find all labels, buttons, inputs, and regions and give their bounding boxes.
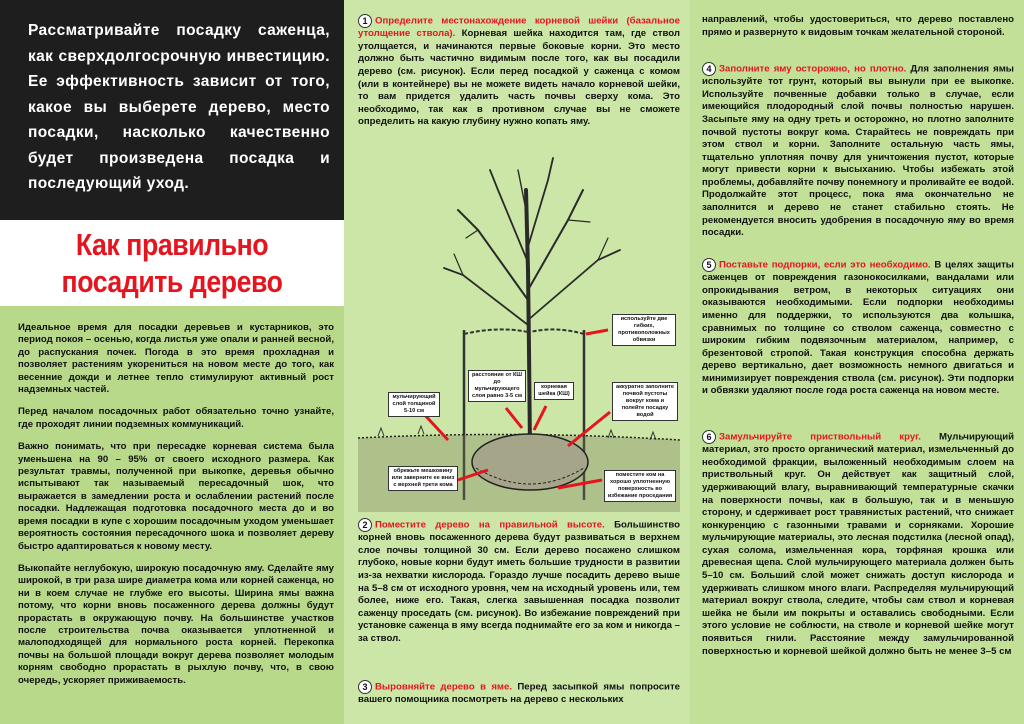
label-ties: используйте две гибких, противоположных обвязки bbox=[612, 314, 676, 346]
step-heading: Замульчируйте приствольный круг. bbox=[719, 431, 921, 443]
step-heading: Поставьте подпорки, если это необходимо. bbox=[719, 259, 931, 271]
step-heading: Определите местонахождение корневой шейки (базальное утолщение ствола). bbox=[358, 15, 680, 40]
step-heading: Поместите дерево на правильной высоте. bbox=[375, 519, 605, 531]
step-1 bbox=[358, 14, 680, 129]
step-6 bbox=[702, 430, 1014, 658]
title-line-1: Как правильно bbox=[75, 227, 269, 262]
step-heading: Заполните яму осторожно, но плотно. bbox=[719, 63, 907, 75]
step-number: 2 bbox=[358, 518, 372, 532]
intro-text: Рассматривайте посадку саженца, как сверхдолгосрочную инвестицию. Ее эффективность зависит от того, какое вы выберете дерево, место посадки, насколько качественно будет произведена посадка и последующий уход. bbox=[28, 22, 330, 192]
step-text: Перед засыпкой ямы попросите вашего помощника посмотреть на дерево с нескольких bbox=[358, 681, 680, 706]
step-heading: Выровняйте дерево в яме. bbox=[375, 681, 513, 693]
step-text: В целях защиты саженцев от повреждения газонокосилками, вандалами или опрокидывания ветром, в некоторых ситуациях они оказываются необходимыми. Если подпорки необходимы именно для поддержки, то используются два колышка, сравнимых по толщине со стволом саженца, совместно с широким гибким подвязочным материалом, например, с брезентовой стропой. Такая конструкция способна держать дерево вертикально, дает возможность немного двигаться и минимизирует повреждения ствола (см. рисунок). Эти подпорки и обвязки удаляют после года роста саженца на новом месте. bbox=[702, 259, 1014, 397]
step-number: 4 bbox=[702, 62, 716, 76]
left-column bbox=[0, 0, 344, 724]
step-number: 5 bbox=[702, 258, 716, 272]
title-box bbox=[0, 220, 344, 306]
left-body bbox=[18, 322, 334, 697]
paragraph-timing: Идеальное время для посадки деревьев и кустарников, это период покоя – осенью, когда листья уже опали и ранней весной, до распускания почек. Погода в это время прохладная и позволяет растениям укорениться на новом месте до того, как весенние дожди и летнее тепло стимулируют активный рост надземных частей. bbox=[18, 322, 334, 396]
right-column bbox=[690, 0, 1024, 724]
middle-column bbox=[344, 0, 690, 724]
step-4 bbox=[702, 62, 1014, 240]
paragraph-hole: Выкопайте неглубокую, широкую посадочную яму. Сделайте яму широкой, в три раза шире диаметра кома или корней саженца, но ни в коем случае не глубже его высоты. Ширина ямы важна потому, что корни вновь посаженного дерева должны будут прорастать в окружающую почву. На большинстве участков после строительства почва оказывается уплотненной и малоподходящей для нормального роста корней. Перекопка почвы на большой площади вокруг дерева позволяет молодым корням свободно прорастать в рыхлую почву, что, в свою очередь, ускоряет приживаемость. bbox=[18, 562, 334, 686]
step-text: Мульчирующий материал, это просто органический материал, измельченный до необходимой фракции, выложенный необходимым слоем на приствольный круг. Он действует как защитный слой, удерживающий влагу, выравнивающий температурные скачки на поверхности почвы, как в большую, так и в меньшую сторону, и сдерживает рост травянистых растений, что снижает конкуренцию с газонными травами и сорняками. Хорошие мульчирующие материалы, это лесная подстилка (лесной опад), сухая солома, измельченная кора, торфяная крошка или древесная щепа. Слой мульчирующего материала должен быть 5–10 см. Больший слой может снижать доступ кислорода и удерживать слишком много влаги. Распределяя мульчирующий материал вокруг ствола, следите, чтобы сам ствол и корневая шейка не были им покрыты и оставались свободными. Если этого условие не соблюсти, на стволе и корневой шейке могут появиться гнили. Расстояние между замульчированной поверхностью и корневой шейкой должно быть не менее 3–5 см bbox=[702, 431, 1014, 657]
intro-box bbox=[0, 0, 344, 220]
planting-diagram bbox=[358, 150, 680, 512]
paragraph-shock: Важно понимать, что при пересадке корневая система была уменьшена на 90 – 95% от своего исходного размера. Как результат травмы, полученной при выкопке, деревья обычно испытывают так называемый пересадочный шок, что выражается в замедлении роста и ослаблении растений после посадки. Надлежащая подготовка посадочного места до и во время посадки в купе с хорошим посадочным уходом уменьшает вероятность состояния пересадочного шока и позволяет дереву быстро адаптироваться к новому месту. bbox=[18, 441, 334, 552]
step-number: 6 bbox=[702, 430, 716, 444]
label-burlap: обрежьте мешковину или заверните ее вниз с верхней трети кома bbox=[388, 466, 458, 491]
label-root-neck: корневая шейка (КШ) bbox=[534, 382, 574, 400]
ties bbox=[464, 329, 584, 334]
label-fill: аккуратно заполните почвой пустоты вокруг кома и полейте посадку водой bbox=[612, 382, 678, 421]
step-5 bbox=[702, 258, 1014, 398]
paragraph-utilities: Перед началом посадочных работ обязательно точно узнайте, где проходят линии подземных коммуникаций. bbox=[18, 406, 334, 430]
step-2 bbox=[358, 518, 680, 645]
label-mulch: мульчирующий слой толщиной 5-10 см bbox=[388, 392, 440, 417]
step-text: Корневая шейка находится там, где ствол утолщается, и начинаются первые боковые корни. Это место должно быть частично видимым после того, как вы посадили дерево (см. рисунок). Если перед посадкой у саженца с комом (или в контейнере) вы не можете видеть начало корневой шейки, то вам придется удалить часть почвы сверху кома. Это необходимо, так как в противном случае вы не сможете определить на какую глубину нужно копать яму. bbox=[358, 28, 680, 128]
title-line-2: посадить дерево bbox=[61, 264, 283, 299]
step-number: 3 bbox=[358, 680, 372, 694]
step-number: 1 bbox=[358, 14, 372, 28]
step-3 bbox=[358, 680, 680, 707]
label-distance: расстояние от КШ до мульчирующего слоя равно 3-5 см bbox=[468, 370, 526, 402]
step-text: Для заполнения ямы используйте тот грунт, который вы вынули при ее выкопке. Используйте почвенные добавки только в случае, если имеющийся плодородный слой почвы полностью нарушен. Засыпьте яму на одну треть и осторожно, но плотно заполните почвой пустоты вокруг кома. Старайтесь не повреждать при этом ствол и корни. Заполните остальную часть ямы, тщательно уплотняя почву для уничтожения пустот, которые могут привести корни к высыханию. Чтобы избежать этой проблемы, добавляйте почву понемногу и проливайте ее водой. Продолжайте этот процесс, пока яма окончательно не заполнится и дерево не станет стабильно стоять. Не рекомендуется вносить удобрения в посадочную яму во время посадки. bbox=[702, 63, 1014, 239]
step-3-continued: направлений, чтобы удостовериться, что дерево поставлено прямо и развернуто к видовым точкам желательной стороной. bbox=[702, 14, 1014, 38]
label-base: поместите ком на хорошо уплотненную поверхность во избежание проседания bbox=[604, 470, 676, 502]
step-text: Большинство корней вновь посаженного дерева будут развиваться в верхнем слое почвы толщиной 30 см. Если дерево посажено слишком глубоко, новые корни будут иметь большие трудности в развитии из-за нехватки кислорода. Гораздо лучше посадить дерево выше на 5–8 см от исходного уровня, чем на исходный уровень или, тем более, ниже его. Такая, слегка завышенная посадка позволит саженцу проседать (см. рисунок). Во избежание повреждений при установке саженца в яму всегда поднимайте его за ком и никогда – за ствол. bbox=[358, 519, 680, 644]
